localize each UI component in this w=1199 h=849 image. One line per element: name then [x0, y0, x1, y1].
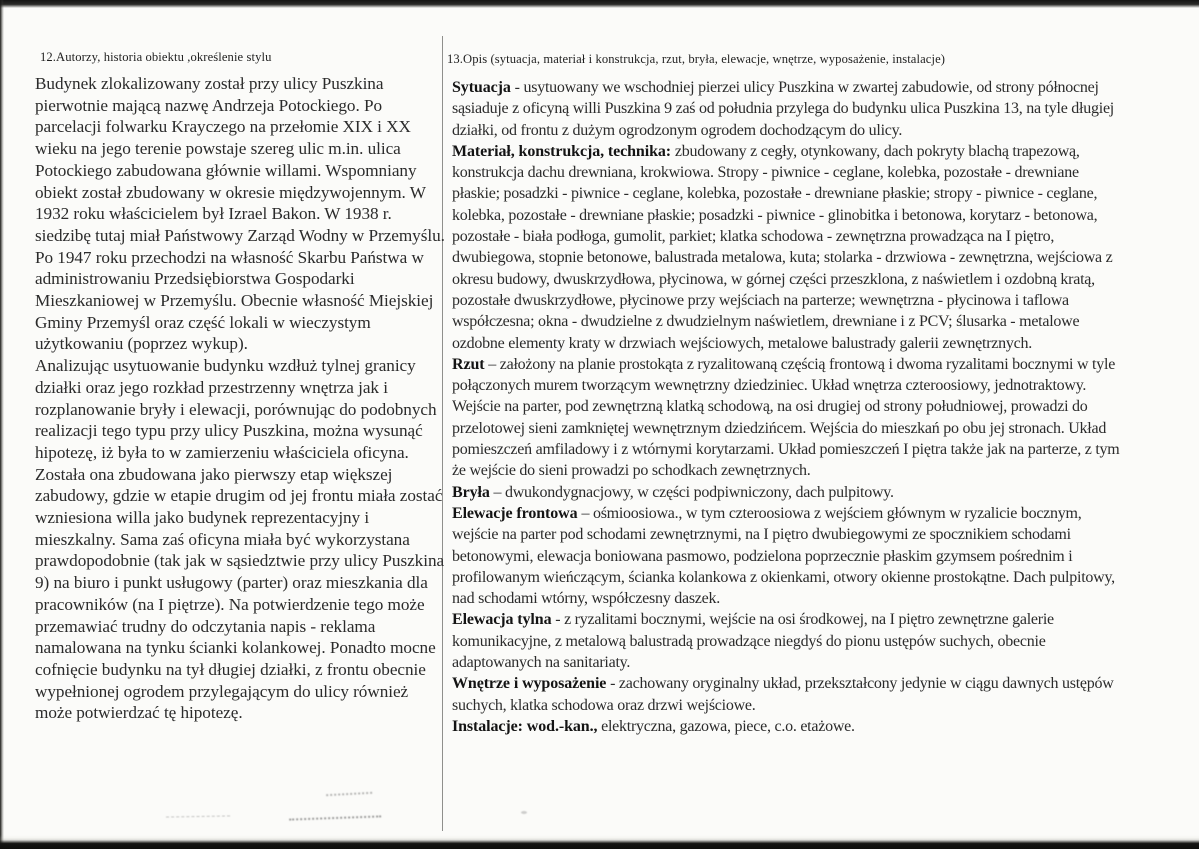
paragraph-lead-bold: Materiał, konstrukcja, technika: [452, 142, 675, 160]
paragraph-text: Budynek zlokalizowany został przy ulicy Puszkina pierwotnie mającą nazwę Andrzeja Potockiego. Po parcelacji folwarku Krayczego na przełomie XIX i XX wieku na jego terenie powstaje szereg ulic m.in. ulica Potockiego zabudowana głównie willami. Wspomniany obiekt został zbudowany w okresie międzywojennym. W 1932 roku właścicielem był Izrael Bakon. W 1938 r. siedzibę tutaj miał Państwowy Zarząd Wodny w Przemyślu. Po 1947 roku przechodzi na własność Skarbu Państwa w administrowaniu Przedsiębiorstwa Gospodarki Mieszkaniowej w Przemyślu. Obecnie własność Miejskiej Gminy Przemyśl oraz część lokali w wieczystym użytkowaniu (poprzez wykup). [35, 74, 445, 354]
paragraph-text: - usytuowany we wschodniej pierzei ulicy Puszkina w zwartej zabudowie, od strony północnej sąsiaduje z oficyną willi Puszkina 9 zaś od południa przylega do budynku ulica Puszkina 13, na tyle długiej działki, od frontu z dużym ogrodzonym ogrodem dochodzącym do ulicy. [452, 79, 1114, 139]
paragraph-text: Analizując usytuowanie budynku wzdłuż tylnej granicy działki oraz jego rozkład przestrzenny wnętrza jak i rozplanowanie bryły i elewacji, porównując do podobnych realizacji tego typu przy ulicy Puszkina, można wysunąć hipotezę, iż była to w zamierzeniu właściciela oficyna. Została ona zbudowana jako pierwszy etap większej zabudowy, gdzie w etapie drugim od jej frontu miała zostać wzniesiona willa jako budynek reprezentacyjny i mieszkalny. Sama zaś oficyna miała być wykorzystana prawdopodobnie (tak jak w sąsiedztwie przy ulicy Puszkina 9) na biuro i punkt usługowy (parter) oraz mieszkania dla pracowników (na I piętrze). Na potwierdzenie tego może przemawiać trudny do odczytania napis - reklama namalowana na tynku ścianki kolankowej. Ponadto mocne cofnięcie budynku na tył długiej działki, z frontu obecnie wypełnionej ogrodem przylegającym do ulicy również może potwierdzać tę hipotezę. [35, 356, 445, 723]
paragraph [452, 77, 1120, 141]
scan-edge-bottom [0, 835, 1199, 849]
paragraph [452, 503, 1120, 609]
scan-edge-left [0, 0, 4, 849]
paragraph [35, 355, 446, 724]
column-description [452, 77, 1120, 737]
paragraph [452, 673, 1120, 716]
paragraph [452, 482, 1120, 503]
paragraph-lead-bold: Elewacje frontowa [452, 504, 582, 522]
section-12-header: 12.Autorzy, historia obiektu ,określenie stylu [40, 50, 272, 64]
pencil-smudge [289, 807, 381, 820]
paragraph-text: - z ryzalitami bocznymi, wejście na osi środkowej, na I piętro zewnętrzne galerie komunikacyjne, z metalową balustradą prowadzące niegdyś do pionu ustępów suchych, obecnie adaptowanych na sanitariaty. [452, 611, 1054, 672]
section-13-header: 13.Opis (sytuacja, materiał i konstrukcja, rzut, bryła, elewacje, wnętrze, wyposażenie, instalacje) [447, 52, 946, 66]
paragraph-lead-bold: Bryła [452, 483, 490, 501]
paragraph-text: elektryczna, gazowa, piece, c.o. etażowe. [597, 717, 855, 735]
pencil-smudge [521, 811, 527, 814]
paragraph-lead-bold: Sytuacja [452, 79, 515, 96]
paragraph-text: zbudowany z cegły, otynkowany, dach pokryty blachą trapezową, konstrukcja dachu drewniana, krokwiowa. Stropy - piwnice - ceglane, kolebka, pozostałe - drewniane płaskie; posadzki - piwnice - ceglane, kolebka, pozostałe - drewniane płaskie; stropy - piwnice - ceglane, kolebka, pozostałe - drewniane płaskie; posadzki - piwnice - glinobitka i betonowa, korytarz - betonowa, pozostałe - biała podłoga, gumolit, parkiet; klatka schodowa - zewnętrzna prowadząca na I piętro, dwubiegowa, stopnie betonowe, balustrada metalowa, kuta; stolarka - drzwiowa - zewnętrzna, wejściowa z okresu budowy, dwuskrzydłowa, płycinowa, w górnej części przeszklona, z naświetlem i ozdobną kratą, pozostałe dwuskrzydłowe, płycinowe przy wejściach na parterze; wewnętrzna - płycinowa i taflowa współczesna; okna - dwudzielne z dwudzielnym naświetlem, drewniane i z PCV; ślusarka - metalowe ozdobne elementy kraty w drzwiach wejściowych, metalowe balustrady galerii zewnętrznych. [452, 142, 1113, 352]
paragraph [452, 716, 1120, 737]
column-authors-history [35, 73, 446, 724]
paragraph-lead-bold: Elewacja tylna [452, 611, 552, 629]
paragraph-text: – założony na planie prostokąta z ryzalitowaną częścią frontową i dwoma ryzalitami bocznymi w tyle połączonych murem tworzącym wewnętrzny dziedziniec. Układ wnętrza czteroosiowy, jednotraktowy. Wejście na parter, pod zewnętrzną klatką schodową, na osi drugiej od strony południowej, prowadzi do przelotowej sieni zamkniętej wewnętrznym dziedzińcem. Wejścia do mieszkań po obu jej stronach. Układ pomieszczeń amfiladowy i z wtórnymi korytarzami. Układ pomieszczeń I piętra także jak na parterze, z tym że wejście do sieni prowadzi po schodkach zewnętrznych. [452, 355, 1120, 480]
paragraph-lead-bold: Instalacje: wod.-kan., [452, 717, 598, 735]
pencil-smudge [166, 810, 230, 817]
paragraph-lead-bold: Rzut [452, 355, 485, 373]
paragraph-lead-bold: Wnętrze i wyposażenie [452, 675, 607, 693]
paragraph [452, 354, 1120, 482]
paragraph [452, 141, 1120, 354]
paragraph-text: - zachowany oryginalny układ, przekształcony jedynie w ciągu dawnych ustępów suchych, klatka schodowa oraz drzwi wejściowe. [452, 675, 1114, 714]
pencil-smudge [326, 786, 372, 796]
paragraph-text: – ośmioosiowa., w tym czteroosiowa z wejściem głównym w ryzalicie bocznym, wejście na parter pod schodami zewnętrznymi, na I piętro dwubiegowymi ze spocznikiem schodami betonowymi, elewacja boniowana pasmowo, podzielona poprzecznie płaskim gzymsem pośrednim i profilowanym wieńczącym, ścianka kolankowa z okienkami, otwory okienne prostokątne. Dach pulpitowy, nad schodami wtórny, współczesny daszek. [452, 504, 1115, 608]
paragraph [452, 609, 1120, 673]
paragraph-text: – dwukondygnacjowy, w części podpiwniczony, dach pulpitowy. [489, 483, 894, 501]
paragraph [35, 73, 446, 355]
scan-edge-top [0, 0, 1199, 8]
